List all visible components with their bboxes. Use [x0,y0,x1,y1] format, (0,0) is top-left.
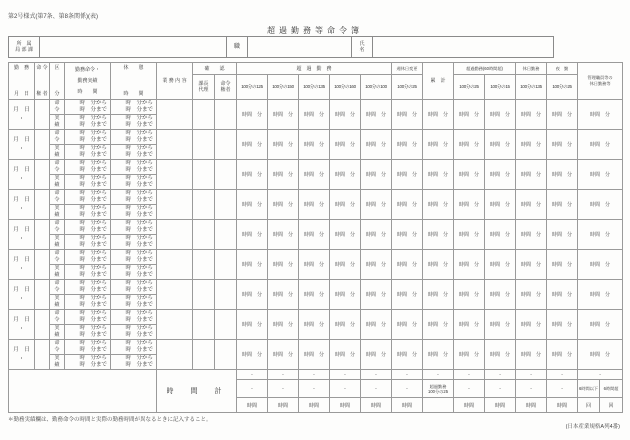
date-cell: 月 日 ・ [9,250,35,280]
cumulative-cell: 時間 分 [423,250,454,280]
management-cell: 時間 分 [578,160,623,190]
date-block [9,340,623,370]
category-order-cell: 命 令 [50,190,65,205]
overtime-150-cell: 時間 分 [268,130,299,160]
cumulative-cell: 時間 分 [423,160,454,190]
overtime-135-cell: 時間 分 [299,100,330,130]
overtime-125-cell: 時間 分 [237,190,268,220]
header-info-row [8,36,554,58]
cumulative-cell: 時間 分 [423,130,454,160]
total-dash: - [237,380,268,398]
col-header-work-time: 勤務命令・ 勤務実績 時 間 [65,63,111,100]
order-authority-cell [35,280,50,310]
form-title: 超過勤務等命令簿 [267,26,363,35]
task-cell [157,280,193,310]
position-field [247,36,352,58]
overtime-160-cell: 時間 分 [330,250,361,280]
category-order-cell: 命 令 [50,100,65,115]
date-block [9,190,623,220]
category-order-cell: 命 令 [50,310,65,325]
task-cell [157,220,193,250]
date-block [9,130,623,160]
mgmt-over-6h-label: 6時間超 [600,380,623,398]
date-cell: 月 日 ・ [9,280,35,310]
col-header-order-authority: 命 令 権 者 [35,63,50,100]
total-dash: - [330,380,361,398]
week-change-cell: 時間 分 [392,310,423,340]
total-dash: - [454,380,485,398]
work-time-actual-cell: 時 分から 時 分まで [65,265,111,280]
work-time-order-cell: 時 分から 時 分まで [65,160,111,175]
management-cell: 時間 分 [578,220,623,250]
overtime-160-cell: 時間 分 [330,100,361,130]
overtime-100-cell: 時間 分 [361,190,392,220]
overtime-150-cell: 時間 分 [268,100,299,130]
overtime60-25-cell: 時間 分 [454,100,485,130]
overtime-150-cell: 時間 分 [268,310,299,340]
night-cell: 時間 分 [547,160,578,190]
overtime60-25-cell: 時間 分 [454,160,485,190]
week-change-cell: 時間 分 [392,340,423,370]
confirm-meirei-cell [215,340,237,370]
category-actual-cell: 実 績 [50,295,65,310]
overtime-160-cell: 時間 分 [330,190,361,220]
unit-count: 回 [600,398,623,413]
form-number: 第2号様式(第7条、第8条関係)(表) [8,14,99,20]
overtime60-25-cell: 時間 分 [454,250,485,280]
unit-hours: 時間 [237,398,268,413]
footnote-instructions: ＊勤務実績欄は、勤務命令の時間と実際の勤務時間が異なるときに記入すること。 [8,417,212,423]
col-header-rest-time: 休 憩 時 間 [111,63,157,100]
confirm-kacho-cell [193,160,215,190]
unit-hours: 時間 [299,398,330,413]
overtime-100-cell: 時間 分 [361,340,392,370]
total-dash: - [392,370,423,380]
night-cell: 時間 分 [547,190,578,220]
work-time-actual-cell: 時 分から 時 分まで [65,235,111,250]
group-header-overtime: 超 過 勤 務 [237,63,392,75]
work-time-order-cell: 時 分から 時 分まで [65,190,111,205]
rest-time-order-cell: 時 分から 時 分まで [111,100,157,115]
week-change-cell: 時間 分 [392,130,423,160]
holiday-cell: 時間 分 [516,100,547,130]
overtime-160-cell: 時間 分 [330,280,361,310]
category-order-cell: 命 令 [50,220,65,235]
overtime60-15-cell: 時間 分 [485,190,516,220]
overtime60-15-cell: 時間 分 [485,160,516,190]
overtime-135-cell: 時間 分 [299,190,330,220]
unit-hours: 時間 [268,398,299,413]
overtime-125-cell: 時間 分 [237,220,268,250]
category-actual-cell: 実 績 [50,115,65,130]
rate-overtime-150: 100分の150 [268,75,299,100]
overtime-150-cell: 時間 分 [268,220,299,250]
work-time-order-cell: 時 分から 時 分まで [65,250,111,265]
category-actual-cell: 実 績 [50,355,65,370]
group-header-holiday: 休日勤務 [516,63,547,75]
date-block [9,160,623,190]
task-cell [157,160,193,190]
category-order-cell: 命 令 [50,250,65,265]
overtime60-25-cell: 時間 分 [454,310,485,340]
overtime-125-cell: 時間 分 [237,280,268,310]
confirm-kacho-cell [193,280,215,310]
order-authority-cell [35,250,50,280]
overtime-135-cell: 時間 分 [299,340,330,370]
management-cell: 時間 分 [578,190,623,220]
overtime60-25-cell: 時間 分 [454,280,485,310]
group-header-overtime60: 超過勤務(60時間超) [454,63,516,75]
night-cell: 時間 分 [547,130,578,160]
affiliation-label: 所 属 局 部 課 [8,36,40,58]
rest-time-actual-cell: 時 分から 時 分まで [111,325,157,340]
overtime-100-cell: 時間 分 [361,250,392,280]
order-authority-cell [35,190,50,220]
management-cell: 時間 分 [578,100,623,130]
category-actual-cell: 実 績 [50,265,65,280]
rate-overtime-160: 100分の160 [330,75,361,100]
confirm-meirei-cell [215,310,237,340]
overtime-100-cell: 時間 分 [361,100,392,130]
footer-left-blank [9,370,157,413]
management-cell: 時間 分 [578,280,623,310]
overtime60-15-cell: 時間 分 [485,280,516,310]
overtime-160-cell: 時間 分 [330,340,361,370]
category-actual-cell: 実 績 [50,175,65,190]
management-cell: 時間 分 [578,130,623,160]
overtime-135-cell: 時間 分 [299,250,330,280]
cumulative-cell: 時間 分 [423,280,454,310]
total-dash: - [299,370,330,380]
overtime-160-cell: 時間 分 [330,220,361,250]
week-change-cell: 時間 分 [392,100,423,130]
category-actual-cell: 実 績 [50,235,65,250]
rate-week-change-25: 100分の25 [392,75,423,100]
rate-overtime60-15: 100分の15 [485,75,516,100]
total-dash: - [361,370,392,380]
group-header-confirm: 確 認 [193,63,237,75]
task-cell [157,340,193,370]
management-cell: 時間 分 [578,310,623,340]
total-dash: - [361,380,392,398]
confirm-kacho-cell [193,340,215,370]
overtime-150-cell: 時間 分 [268,250,299,280]
overtime-135-cell: 時間 分 [299,130,330,160]
rest-time-actual-cell: 時 分から 時 分まで [111,145,157,160]
unit-hours: 時間 [330,398,361,413]
order-authority-cell [35,340,50,370]
rest-time-order-cell: 時 分から 時 分まで [111,310,157,325]
confirm-meirei-cell [215,160,237,190]
date-cell: 月 日 ・ [9,340,35,370]
confirm-kacho-cell [193,220,215,250]
rest-time-order-cell: 時 分から 時 分まで [111,130,157,145]
cumulative-cell: 時間 分 [423,190,454,220]
week-change-cell: 時間 分 [392,280,423,310]
total-dash: - [578,370,623,380]
management-cell: 時間 分 [578,250,623,280]
rest-time-actual-cell: 時 分から 時 分まで [111,115,157,130]
overtime-150-cell: 時間 分 [268,280,299,310]
confirm-meirei-cell [215,250,237,280]
overtime60-15-cell: 時間 分 [485,310,516,340]
confirm-meirei-cell [215,190,237,220]
total-dash: - [485,380,516,398]
rate-overtime-100: 100分の100 [361,75,392,100]
order-authority-cell [35,130,50,160]
overtime-125-cell: 時間 分 [237,340,268,370]
overtime60-15-cell: 時間 分 [485,220,516,250]
order-authority-cell [35,100,50,130]
week-change-cell: 時間 分 [392,220,423,250]
cumulative-cell: 時間 分 [423,100,454,130]
col-header-date: 勤 務 月 日 [9,63,35,100]
name-label: 氏 名 [351,36,373,58]
overtime-100-cell: 時間 分 [361,160,392,190]
rest-time-actual-cell: 時 分から 時 分まで [111,205,157,220]
unit-hours: 時間 [392,398,423,413]
overtime60-15-cell: 時間 分 [485,250,516,280]
overtime-125-cell: 時間 分 [237,130,268,160]
rate-night-25: 100分の25 [547,75,578,100]
overtime-100-cell: 時間 分 [361,280,392,310]
col-header-cumulative: 累 計 [423,63,454,100]
col-header-confirm-kacho: 課長 代理 [193,75,215,100]
overtime60-25-cell: 時間 分 [454,220,485,250]
unit-hours: 時間 [516,398,547,413]
work-time-order-cell: 時 分から 時 分まで [65,220,111,235]
rest-time-actual-cell: 時 分から 時 分まで [111,175,157,190]
confirm-kacho-cell [193,190,215,220]
overtime60-25-cell: 時間 分 [454,130,485,160]
rate-overtime-125: 100分の125 [237,75,268,100]
category-order-cell: 命 令 [50,340,65,355]
footnote-paper-size: (日本産業規格A列4番) [565,424,620,430]
date-block [9,220,623,250]
total-hours-label: 時 間 計 [157,370,237,413]
overtime-135-cell: 時間 分 [299,220,330,250]
work-time-actual-cell: 時 分から 時 分まで [65,355,111,370]
cumulative-cell: 時間 分 [423,220,454,250]
affiliation-field [39,36,227,58]
rate-holiday-135: 100分の135 [516,75,547,100]
total-dash: - [268,380,299,398]
total-dash: - [237,370,268,380]
order-authority-cell [35,160,50,190]
total-dash: - [392,380,423,398]
cumulative-overtime-note: 超過勤務 100分の25 [423,380,454,398]
overtime60-15-cell: 時間 分 [485,100,516,130]
position-label: 職 [226,36,248,58]
overtime60-25-cell: 時間 分 [454,190,485,220]
overtime-150-cell: 時間 分 [268,340,299,370]
total-dash: - [299,380,330,398]
rest-time-order-cell: 時 分から 時 分まで [111,160,157,175]
night-cell: 時間 分 [547,310,578,340]
management-cell: 時間 分 [578,340,623,370]
total-dash: - [547,380,578,398]
work-time-order-cell: 時 分から 時 分まで [65,130,111,145]
overtime-order-table [8,62,623,413]
mgmt-under-6h-label: 6時間以下 [578,380,600,398]
work-time-actual-cell: 時 分から 時 分まで [65,205,111,220]
date-block [9,100,623,130]
confirm-kacho-cell [193,100,215,130]
unit-hours: 時間 [454,398,485,413]
overtime-160-cell: 時間 分 [330,130,361,160]
rest-time-order-cell: 時 分から 時 分まで [111,220,157,235]
unit-count: 回 [578,398,600,413]
overtime-125-cell: 時間 分 [237,100,268,130]
overtime-125-cell: 時間 分 [237,160,268,190]
night-cell: 時間 分 [547,220,578,250]
rest-time-order-cell: 時 分から 時 分まで [111,340,157,355]
rate-overtime-135: 100分の135 [299,75,330,100]
unit-hours: 時間 [547,398,578,413]
total-dash: - [268,370,299,380]
overtime60-15-cell: 時間 分 [485,340,516,370]
overtime-125-cell: 時間 分 [237,250,268,280]
work-time-actual-cell: 時 分から 時 分まで [65,295,111,310]
holiday-cell: 時間 分 [516,280,547,310]
holiday-cell: 時間 分 [516,220,547,250]
confirm-kacho-cell [193,130,215,160]
unit-hours: 時間 [485,398,516,413]
category-order-cell: 命 令 [50,130,65,145]
total-dash: - [454,370,485,380]
holiday-cell: 時間 分 [516,340,547,370]
overtime-135-cell: 時間 分 [299,310,330,340]
col-header-confirm-meirei: 命令 権者 [215,75,237,100]
date-cell: 月 日 ・ [9,100,35,130]
cumulative-cell: 時間 分 [423,310,454,340]
confirm-kacho-cell [193,250,215,280]
category-order-cell: 命 令 [50,280,65,295]
order-authority-cell [35,220,50,250]
confirm-meirei-cell [215,220,237,250]
rest-time-actual-cell: 時 分から 時 分まで [111,265,157,280]
rest-time-actual-cell: 時 分から 時 分まで [111,295,157,310]
holiday-cell: 時間 分 [516,160,547,190]
task-cell [157,250,193,280]
task-cell [157,100,193,130]
overtime-100-cell: 時間 分 [361,130,392,160]
work-time-actual-cell: 時 分から 時 分まで [65,325,111,340]
work-time-actual-cell: 時 分から 時 分まで [65,115,111,130]
holiday-cell: 時間 分 [516,190,547,220]
group-header-week-change: 週休日変更 [392,63,423,75]
date-block [9,250,623,280]
confirm-kacho-cell [193,310,215,340]
category-actual-cell: 実 績 [50,205,65,220]
total-dash: - [516,380,547,398]
holiday-cell: 時間 分 [516,310,547,340]
rest-time-actual-cell: 時 分から 時 分まで [111,235,157,250]
overtime60-15-cell: 時間 分 [485,130,516,160]
holiday-cell: 時間 分 [516,250,547,280]
order-authority-cell [35,310,50,340]
overtime-100-cell: 時間 分 [361,310,392,340]
col-header-category: 区 分 [50,63,65,100]
overtime-150-cell: 時間 分 [268,190,299,220]
task-cell [157,310,193,340]
total-dash: - [423,370,454,380]
rest-time-actual-cell: 時 分から 時 分まで [111,355,157,370]
rest-time-order-cell: 時 分から 時 分まで [111,280,157,295]
rest-time-order-cell: 時 分から 時 分まで [111,250,157,265]
overtime-135-cell: 時間 分 [299,280,330,310]
date-block [9,310,623,340]
confirm-meirei-cell [215,100,237,130]
total-dash: - [330,370,361,380]
task-cell [157,190,193,220]
week-change-cell: 時間 分 [392,190,423,220]
night-cell: 時間 分 [547,280,578,310]
date-cell: 月 日 ・ [9,220,35,250]
overtime-135-cell: 時間 分 [299,160,330,190]
cumulative-cell: 時間 分 [423,340,454,370]
holiday-cell: 時間 分 [516,130,547,160]
category-actual-cell: 実 績 [50,145,65,160]
col-header-management: 管理職員等の 休日勤務等 [578,63,623,100]
confirm-meirei-cell [215,130,237,160]
category-order-cell: 命 令 [50,160,65,175]
work-time-order-cell: 時 分から 時 分まで [65,280,111,295]
work-time-order-cell: 時 分から 時 分まで [65,100,111,115]
group-header-night: 夜 勤 [547,63,578,75]
work-time-order-cell: 時 分から 時 分まで [65,310,111,325]
overtime-150-cell: 時間 分 [268,160,299,190]
week-change-cell: 時間 分 [392,250,423,280]
date-cell: 月 日 ・ [9,190,35,220]
col-header-task: 業 務 内 容 [157,63,193,100]
total-dash: - [516,370,547,380]
cumulative-unit-blank [423,398,454,413]
overtime60-25-cell: 時間 分 [454,340,485,370]
overtime-160-cell: 時間 分 [330,310,361,340]
overtime-160-cell: 時間 分 [330,160,361,190]
date-cell: 月 日 ・ [9,160,35,190]
rest-time-order-cell: 時 分から 時 分まで [111,190,157,205]
overtime-125-cell: 時間 分 [237,310,268,340]
rate-overtime60-25: 100分の25 [454,75,485,100]
task-cell [157,130,193,160]
night-cell: 時間 分 [547,100,578,130]
confirm-meirei-cell [215,280,237,310]
total-dash: - [485,370,516,380]
week-change-cell: 時間 分 [392,160,423,190]
date-cell: 月 日 ・ [9,130,35,160]
overtime-100-cell: 時間 分 [361,220,392,250]
date-cell: 月 日 ・ [9,310,35,340]
night-cell: 時間 分 [547,250,578,280]
name-field [372,36,554,58]
total-dash: - [547,370,578,380]
work-time-actual-cell: 時 分から 時 分まで [65,175,111,190]
unit-hours: 時間 [361,398,392,413]
date-block [9,280,623,310]
work-time-actual-cell: 時 分から 時 分まで [65,145,111,160]
night-cell: 時間 分 [547,340,578,370]
work-time-order-cell: 時 分から 時 分まで [65,340,111,355]
category-actual-cell: 実 績 [50,325,65,340]
